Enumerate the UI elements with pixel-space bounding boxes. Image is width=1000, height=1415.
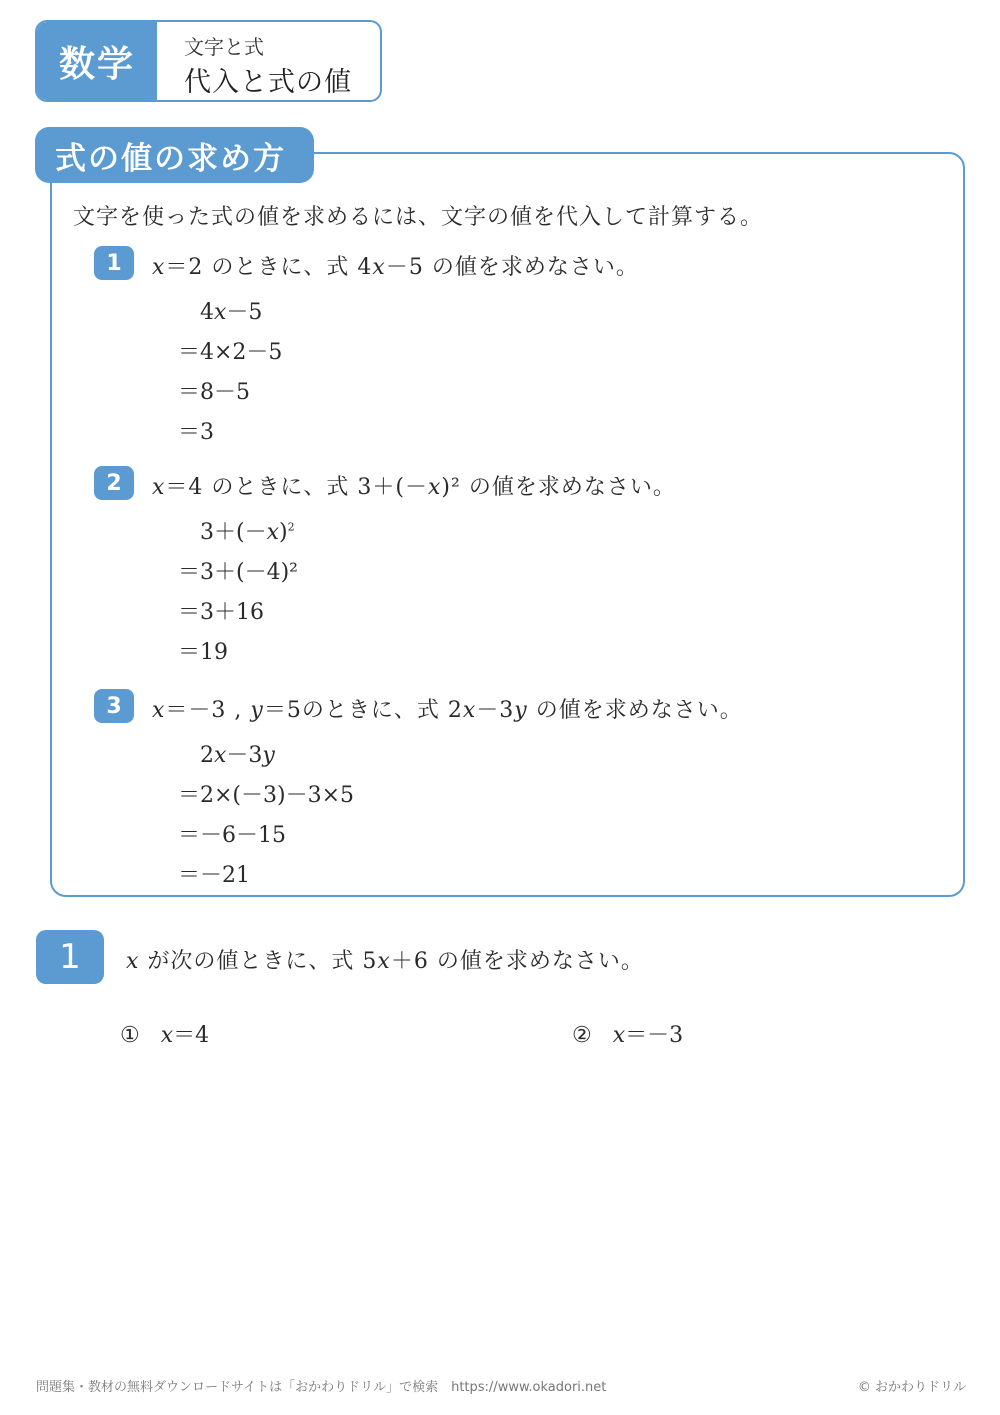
problem-question: x が次の値ときに、式 5x＋6 の値を求めなさい。 [126,949,644,974]
footer-download-text: 問題集・教材の無料ダウンロードサイトは「おかわりドリル」で検索 https://www.okadori.net [36,1380,607,1395]
example-step: ＝3 [178,420,214,445]
example-question: x＝4 のときに、式 3＋(－x)² の値を求めなさい。 [152,475,676,500]
problem-item-1: ① x＝4 [120,1023,210,1048]
example-step: 4x－5 [200,300,263,325]
footer-copyright: © おかわりドリル [857,1380,966,1395]
example-step: ＝4×2－5 [178,340,283,365]
example-step: ＝3＋(－4)² [178,560,298,585]
problem-number: 1 [36,930,104,984]
topic-label: 文字と式 [184,35,264,59]
page-title: 代入と式の値 [184,67,352,98]
example-step: ＝－21 [178,863,250,888]
example-number: 3 [94,689,134,723]
subject-label: 数学 [37,22,159,100]
explanation-intro: 文字を使った式の値を求めるには、文字の値を代入して計算する。 [73,205,764,230]
example-step: 2x－3y [200,743,275,768]
example-step: ＝19 [178,640,228,665]
example-question: x＝－3 , y＝5のときに、式 2x－3y の値を求めなさい。 [152,698,743,723]
example-number: 1 [94,246,134,280]
example-step: ＝8－5 [178,380,250,405]
header-badge [35,20,382,102]
problem-item-2: ② x＝－3 [572,1023,684,1048]
example-question: x＝2 のときに、式 4x－5 の値を求めなさい。 [152,255,639,280]
example-step: $3+(-x)^2$ [200,520,295,545]
example-step: ＝－6－15 [178,823,286,848]
example-number: 2 [94,466,134,500]
example-step: ＝3＋16 [178,600,264,625]
explanation-heading: 式の値の求め方 [35,127,314,183]
example-step: ＝2×(－3)－3×5 [178,783,355,808]
